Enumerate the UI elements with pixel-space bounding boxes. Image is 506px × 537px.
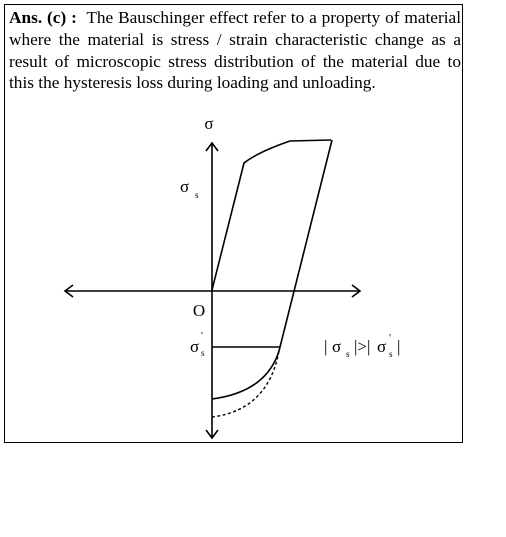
reverse-yield-curve	[212, 351, 279, 399]
relation-sub2: s	[389, 349, 393, 359]
relation-sigma2: σ	[377, 337, 387, 356]
sigma-s-prime-symbol: σ	[190, 337, 200, 356]
answer-text: The Bauschinger effect refer to a property of material where the material is stress / strain characteristic change as a result of microscopic stress distribution of the material due to this the hysteresis loss during loading and unloading.	[9, 8, 461, 93]
sigma-axis-label: σ	[204, 114, 214, 133]
sigma-s-prime-superscript: '	[201, 330, 203, 342]
relation-close-bar: |	[397, 337, 401, 356]
sigma-s-label	[180, 177, 199, 200]
sigma-s-symbol: σ	[180, 177, 190, 196]
relation-sup2: '	[389, 332, 391, 344]
relation-sigma1: σ	[332, 337, 342, 356]
unloading-line	[279, 140, 332, 351]
sigma-s-prime-label	[190, 330, 205, 358]
relation-open-bar: |	[324, 337, 328, 356]
original-curve-dashed	[212, 351, 279, 417]
relation-label	[324, 332, 400, 359]
sigma-s-subscript: s	[195, 190, 199, 200]
origin-label: O	[192, 301, 206, 320]
relation-sub1: s	[346, 349, 350, 359]
relation-middle: |>|	[354, 337, 371, 356]
answer-label: Ans. (c) :	[9, 8, 77, 27]
sigma-s-prime-subscript: s	[201, 348, 205, 358]
